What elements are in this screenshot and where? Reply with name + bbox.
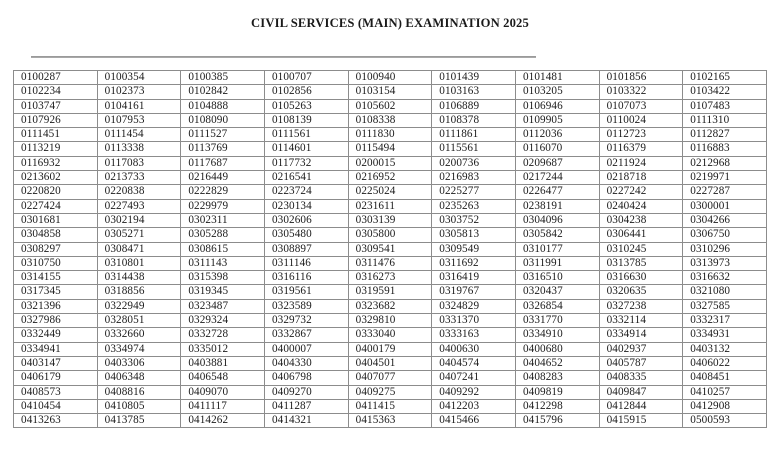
roll-number-cell: 0216952: [348, 171, 432, 185]
table-body: [14, 71, 767, 428]
roll-number-cell: 0316632: [683, 271, 767, 285]
roll-number-cell: 0107483: [683, 99, 767, 113]
roll-number-cell: 0334931: [683, 328, 767, 342]
roll-number-cell: 0114601: [264, 142, 348, 156]
roll-number-cell: 0231611: [348, 199, 432, 213]
roll-number-cell: 0100354: [97, 71, 181, 85]
roll-number-cell: 0219971: [683, 171, 767, 185]
roll-number-cell: 0406348: [97, 371, 181, 385]
roll-number-cell: 0304858: [14, 228, 98, 242]
roll-number-cell: 0104161: [97, 99, 181, 113]
roll-number-cell: 0223724: [264, 185, 348, 199]
roll-number-cell: 0327585: [683, 299, 767, 313]
roll-number-cell: 0308471: [97, 242, 181, 256]
table-row: [14, 328, 767, 342]
table-row: [14, 314, 767, 328]
horizontal-rule-line: [31, 56, 536, 58]
table-row: [14, 85, 767, 99]
roll-number-cell: 0108338: [348, 113, 432, 127]
roll-number-cell: 0222829: [181, 185, 265, 199]
roll-number-cell: 0329810: [348, 314, 432, 328]
roll-number-cell: 0320635: [599, 285, 683, 299]
roll-number-cell: 0103747: [14, 99, 98, 113]
roll-number-cell: 0301681: [14, 213, 98, 227]
roll-number-cell: 0310750: [14, 256, 98, 270]
table-row: [14, 156, 767, 170]
table-row: [14, 99, 767, 113]
roll-number-cell: 0404574: [432, 356, 516, 370]
roll-number-cell: 0303752: [432, 213, 516, 227]
roll-number-cell: 0101481: [515, 71, 599, 85]
roll-number-cell: 0103205: [515, 85, 599, 99]
roll-number-cell: 0305480: [264, 228, 348, 242]
roll-number-cell: 0305288: [181, 228, 265, 242]
roll-number-cell: 0225277: [432, 185, 516, 199]
roll-number-cell: 0305842: [515, 228, 599, 242]
roll-number-cell: 0323589: [264, 299, 348, 313]
roll-number-cell: 0302311: [181, 213, 265, 227]
roll-number-cell: 0409292: [432, 385, 516, 399]
roll-number-cell: 0327986: [14, 314, 98, 328]
table-row: [14, 371, 767, 385]
table-row: [14, 342, 767, 356]
roll-number-cell: 0213733: [97, 171, 181, 185]
roll-number-cell: 0113769: [181, 142, 265, 156]
roll-number-cell: 0400179: [348, 342, 432, 356]
roll-number-cell: 0218718: [599, 171, 683, 185]
roll-number-cell: 0112827: [683, 128, 767, 142]
roll-number-cell: 0328051: [97, 314, 181, 328]
roll-number-cell: 0332449: [14, 328, 98, 342]
roll-number-cell: 0216541: [264, 171, 348, 185]
roll-number-cell: 0310296: [683, 242, 767, 256]
roll-number-cell: 0302194: [97, 213, 181, 227]
roll-number-cell: 0107073: [599, 99, 683, 113]
roll-number-cell: 0314155: [14, 271, 98, 285]
roll-number-cell: 0235263: [432, 199, 516, 213]
roll-number-cell: 0412908: [683, 399, 767, 413]
roll-number-cell: 0101439: [432, 71, 516, 85]
table-row: [14, 199, 767, 213]
table-row: [14, 385, 767, 399]
roll-number-cell: 0303139: [348, 213, 432, 227]
roll-number-cell: 0115561: [432, 142, 516, 156]
roll-number-cell: 0111310: [683, 113, 767, 127]
roll-number-cell: 0408573: [14, 385, 98, 399]
roll-number-cell: 0108378: [432, 113, 516, 127]
roll-number-cell: 0200736: [432, 156, 516, 170]
roll-number-cell: 0409070: [181, 385, 265, 399]
roll-number-cell: 0316510: [515, 271, 599, 285]
roll-number-table: [13, 70, 767, 428]
roll-number-cell: 0409819: [515, 385, 599, 399]
roll-number-cell: 0402937: [599, 342, 683, 356]
roll-number-cell: 0332728: [181, 328, 265, 342]
roll-number-cell: 0105263: [264, 99, 348, 113]
roll-number-cell: 0400680: [515, 342, 599, 356]
roll-number-cell: 0316419: [432, 271, 516, 285]
roll-number-cell: 0113338: [97, 142, 181, 156]
roll-number-cell: 0335012: [181, 342, 265, 356]
roll-number-cell: 0227287: [683, 185, 767, 199]
roll-number-cell: 0110024: [599, 113, 683, 127]
roll-number-cell: 0415796: [515, 414, 599, 428]
roll-number-cell: 0117687: [181, 156, 265, 170]
roll-number-cell: 0500593: [683, 414, 767, 428]
roll-number-cell: 0409275: [348, 385, 432, 399]
roll-number-cell: 0403881: [181, 356, 265, 370]
roll-number-cell: 0404330: [264, 356, 348, 370]
table-row: [14, 185, 767, 199]
roll-number-cell: 0308897: [264, 242, 348, 256]
roll-number-cell: 0225024: [348, 185, 432, 199]
roll-number-cell: 0238191: [515, 199, 599, 213]
roll-number-cell: 0414262: [181, 414, 265, 428]
roll-number-cell: 0411117: [181, 399, 265, 413]
roll-number-cell: 0414321: [264, 414, 348, 428]
roll-number-cell: 0209687: [515, 156, 599, 170]
table-row: [14, 113, 767, 127]
roll-number-cell: 0112723: [599, 128, 683, 142]
roll-number-cell: 0102234: [14, 85, 98, 99]
roll-number-cell: 0111451: [14, 128, 98, 142]
roll-number-cell: 0108139: [264, 113, 348, 127]
roll-number-cell: 0240424: [599, 199, 683, 213]
roll-number-cell: 0313973: [683, 256, 767, 270]
roll-number-cell: 0321396: [14, 299, 98, 313]
roll-number-cell: 0415466: [432, 414, 516, 428]
roll-number-cell: 0413785: [97, 414, 181, 428]
roll-number-cell: 0111830: [348, 128, 432, 142]
roll-number-cell: 0212968: [683, 156, 767, 170]
roll-number-cell: 0329324: [181, 314, 265, 328]
roll-number-cell: 0226477: [515, 185, 599, 199]
roll-number-cell: 0310177: [515, 242, 599, 256]
roll-number-cell: 0332660: [97, 328, 181, 342]
roll-number-cell: 0412298: [515, 399, 599, 413]
roll-number-cell: 0329732: [264, 314, 348, 328]
roll-number-cell: 0316630: [599, 271, 683, 285]
page-title: CIVIL SERVICES (MAIN) EXAMINATION 2025: [251, 16, 529, 31]
roll-number-cell: 0227242: [599, 185, 683, 199]
table-row: [14, 285, 767, 299]
roll-number-cell: 0324829: [432, 299, 516, 313]
roll-number-cell: 0411287: [264, 399, 348, 413]
roll-number-cell: 0100940: [348, 71, 432, 85]
roll-number-cell: 0314438: [97, 271, 181, 285]
roll-number-cell: 0321080: [683, 285, 767, 299]
roll-number-cell: 0106946: [515, 99, 599, 113]
roll-number-cell: 0334941: [14, 342, 98, 356]
roll-number-cell: 0100287: [14, 71, 98, 85]
table-row: [14, 242, 767, 256]
roll-number-cell: 0406022: [683, 356, 767, 370]
table-row: [14, 414, 767, 428]
roll-number-cell: 0308297: [14, 242, 98, 256]
roll-number-cell: 0111454: [97, 128, 181, 142]
roll-number-cell: 0404501: [348, 356, 432, 370]
roll-number-cell: 0400007: [264, 342, 348, 356]
roll-number-cell: 0304266: [683, 213, 767, 227]
roll-number-cell: 0320437: [515, 285, 599, 299]
table-row: [14, 128, 767, 142]
roll-number-cell: 0101856: [599, 71, 683, 85]
table-row: [14, 142, 767, 156]
roll-number-cell: 0300001: [683, 199, 767, 213]
roll-number-cell: 0332114: [599, 314, 683, 328]
roll-number-cell: 0413263: [14, 414, 98, 428]
roll-number-cell: 0400630: [432, 342, 516, 356]
roll-number-cell: 0311692: [432, 256, 516, 270]
roll-number-cell: 0103322: [599, 85, 683, 99]
roll-number-cell: 0326854: [515, 299, 599, 313]
title-divider: [0, 56, 780, 60]
roll-number-cell: 0313785: [599, 256, 683, 270]
table-row: [14, 271, 767, 285]
roll-number-cell: 0408451: [683, 371, 767, 385]
roll-number-cell: 0103163: [432, 85, 516, 99]
roll-number-cell: 0404652: [515, 356, 599, 370]
table-row: [14, 256, 767, 270]
roll-number-cell: 0334914: [599, 328, 683, 342]
roll-number-cell: 0319591: [348, 285, 432, 299]
roll-number-cell: 0327238: [599, 299, 683, 313]
roll-number-cell: 0220838: [97, 185, 181, 199]
roll-number-cell: 0405787: [599, 356, 683, 370]
table-row: [14, 299, 767, 313]
roll-number-cell: 0305800: [348, 228, 432, 242]
roll-number-cell: 0410805: [97, 399, 181, 413]
roll-number-cell: 0213602: [14, 171, 98, 185]
roll-number-cell: 0305813: [432, 228, 516, 242]
roll-number-cell: 0302606: [264, 213, 348, 227]
roll-number-cell: 0409270: [264, 385, 348, 399]
table-row: [14, 213, 767, 227]
roll-number-cell: 0408283: [515, 371, 599, 385]
roll-number-cell: 0105602: [348, 99, 432, 113]
roll-number-cell: 0406548: [181, 371, 265, 385]
roll-number-cell: 0106889: [432, 99, 516, 113]
roll-number-cell: 0112036: [515, 128, 599, 142]
roll-number-cell: 0309541: [348, 242, 432, 256]
roll-number-cell: 0111561: [264, 128, 348, 142]
roll-number-cell: 0322949: [97, 299, 181, 313]
roll-number-cell: 0410257: [683, 385, 767, 399]
roll-number-cell: 0113219: [14, 142, 98, 156]
roll-number-cell: 0227493: [97, 199, 181, 213]
roll-number-cell: 0102373: [97, 85, 181, 99]
roll-number-cell: 0229979: [181, 199, 265, 213]
roll-number-cell: 0412844: [599, 399, 683, 413]
roll-number-cell: 0116932: [14, 156, 98, 170]
roll-number-cell: 0403132: [683, 342, 767, 356]
roll-number-cell: 0311143: [181, 256, 265, 270]
roll-number-cell: 0216983: [432, 171, 516, 185]
roll-number-cell: 0412203: [432, 399, 516, 413]
roll-number-cell: 0306441: [599, 228, 683, 242]
roll-number-cell: 0109905: [515, 113, 599, 127]
roll-number-cell: 0403147: [14, 356, 98, 370]
roll-number-cell: 0111861: [432, 128, 516, 142]
table-row: [14, 71, 767, 85]
roll-number-cell: 0316116: [264, 271, 348, 285]
roll-number-cell: 0310801: [97, 256, 181, 270]
roll-number-cell: 0309549: [432, 242, 516, 256]
roll-number-cell: 0217244: [515, 171, 599, 185]
roll-number-cell: 0200015: [348, 156, 432, 170]
roll-number-cell: 0403306: [97, 356, 181, 370]
roll-number-cell: 0331370: [432, 314, 516, 328]
roll-number-cell: 0319345: [181, 285, 265, 299]
roll-number-cell: 0230134: [264, 199, 348, 213]
roll-number-cell: 0331770: [515, 314, 599, 328]
roll-number-cell: 0410454: [14, 399, 98, 413]
roll-number-cell: 0104888: [181, 99, 265, 113]
roll-number-cell: 0102842: [181, 85, 265, 99]
roll-number-cell: 0317345: [14, 285, 98, 299]
roll-number-cell: 0332317: [683, 314, 767, 328]
roll-number-cell: 0306750: [683, 228, 767, 242]
roll-number-cell: 0411415: [348, 399, 432, 413]
roll-number-cell: 0115494: [348, 142, 432, 156]
roll-number-cell: 0415915: [599, 414, 683, 428]
roll-number-cell: 0308615: [181, 242, 265, 256]
roll-number-cell: 0334910: [515, 328, 599, 342]
roll-number-cell: 0220820: [14, 185, 98, 199]
roll-number-cell: 0304096: [515, 213, 599, 227]
roll-number-cell: 0315398: [181, 271, 265, 285]
roll-number-cell: 0116883: [683, 142, 767, 156]
roll-number-cell: 0111527: [181, 128, 265, 142]
roll-number-cell: 0304238: [599, 213, 683, 227]
roll-number-cell: 0116379: [599, 142, 683, 156]
table-row: [14, 171, 767, 185]
roll-number-cell: 0311146: [264, 256, 348, 270]
table-row: [14, 228, 767, 242]
roll-number-cell: 0311476: [348, 256, 432, 270]
roll-number-cell: 0323487: [181, 299, 265, 313]
roll-number-cell: 0311991: [515, 256, 599, 270]
roll-number-table-container: [13, 70, 766, 428]
roll-number-cell: 0409847: [599, 385, 683, 399]
roll-number-cell: 0415363: [348, 414, 432, 428]
roll-number-cell: 0116070: [515, 142, 599, 156]
roll-number-cell: 0334974: [97, 342, 181, 356]
roll-number-cell: 0407241: [432, 371, 516, 385]
roll-number-cell: 0408335: [599, 371, 683, 385]
roll-number-cell: 0100385: [181, 71, 265, 85]
roll-number-cell: 0323682: [348, 299, 432, 313]
roll-number-cell: 0319561: [264, 285, 348, 299]
roll-number-cell: 0108090: [181, 113, 265, 127]
roll-number-cell: 0319767: [432, 285, 516, 299]
roll-number-cell: 0310245: [599, 242, 683, 256]
roll-number-cell: 0305271: [97, 228, 181, 242]
roll-number-cell: 0408816: [97, 385, 181, 399]
roll-number-cell: 0100707: [264, 71, 348, 85]
roll-number-cell: 0407077: [348, 371, 432, 385]
roll-number-cell: 0102165: [683, 71, 767, 85]
roll-number-cell: 0107926: [14, 113, 98, 127]
roll-number-cell: 0227424: [14, 199, 98, 213]
roll-number-cell: 0107953: [97, 113, 181, 127]
roll-number-cell: 0103154: [348, 85, 432, 99]
roll-number-cell: 0211924: [599, 156, 683, 170]
roll-number-cell: 0103422: [683, 85, 767, 99]
roll-number-cell: 0117732: [264, 156, 348, 170]
roll-number-cell: 0216449: [181, 171, 265, 185]
roll-number-cell: 0406798: [264, 371, 348, 385]
roll-number-cell: 0333040: [348, 328, 432, 342]
table-row: [14, 399, 767, 413]
roll-number-cell: 0102856: [264, 85, 348, 99]
roll-number-cell: 0333163: [432, 328, 516, 342]
roll-number-cell: 0316273: [348, 271, 432, 285]
roll-number-cell: 0117083: [97, 156, 181, 170]
roll-number-cell: 0318856: [97, 285, 181, 299]
roll-number-cell: 0332867: [264, 328, 348, 342]
roll-number-cell: 0406179: [14, 371, 98, 385]
table-row: [14, 356, 767, 370]
